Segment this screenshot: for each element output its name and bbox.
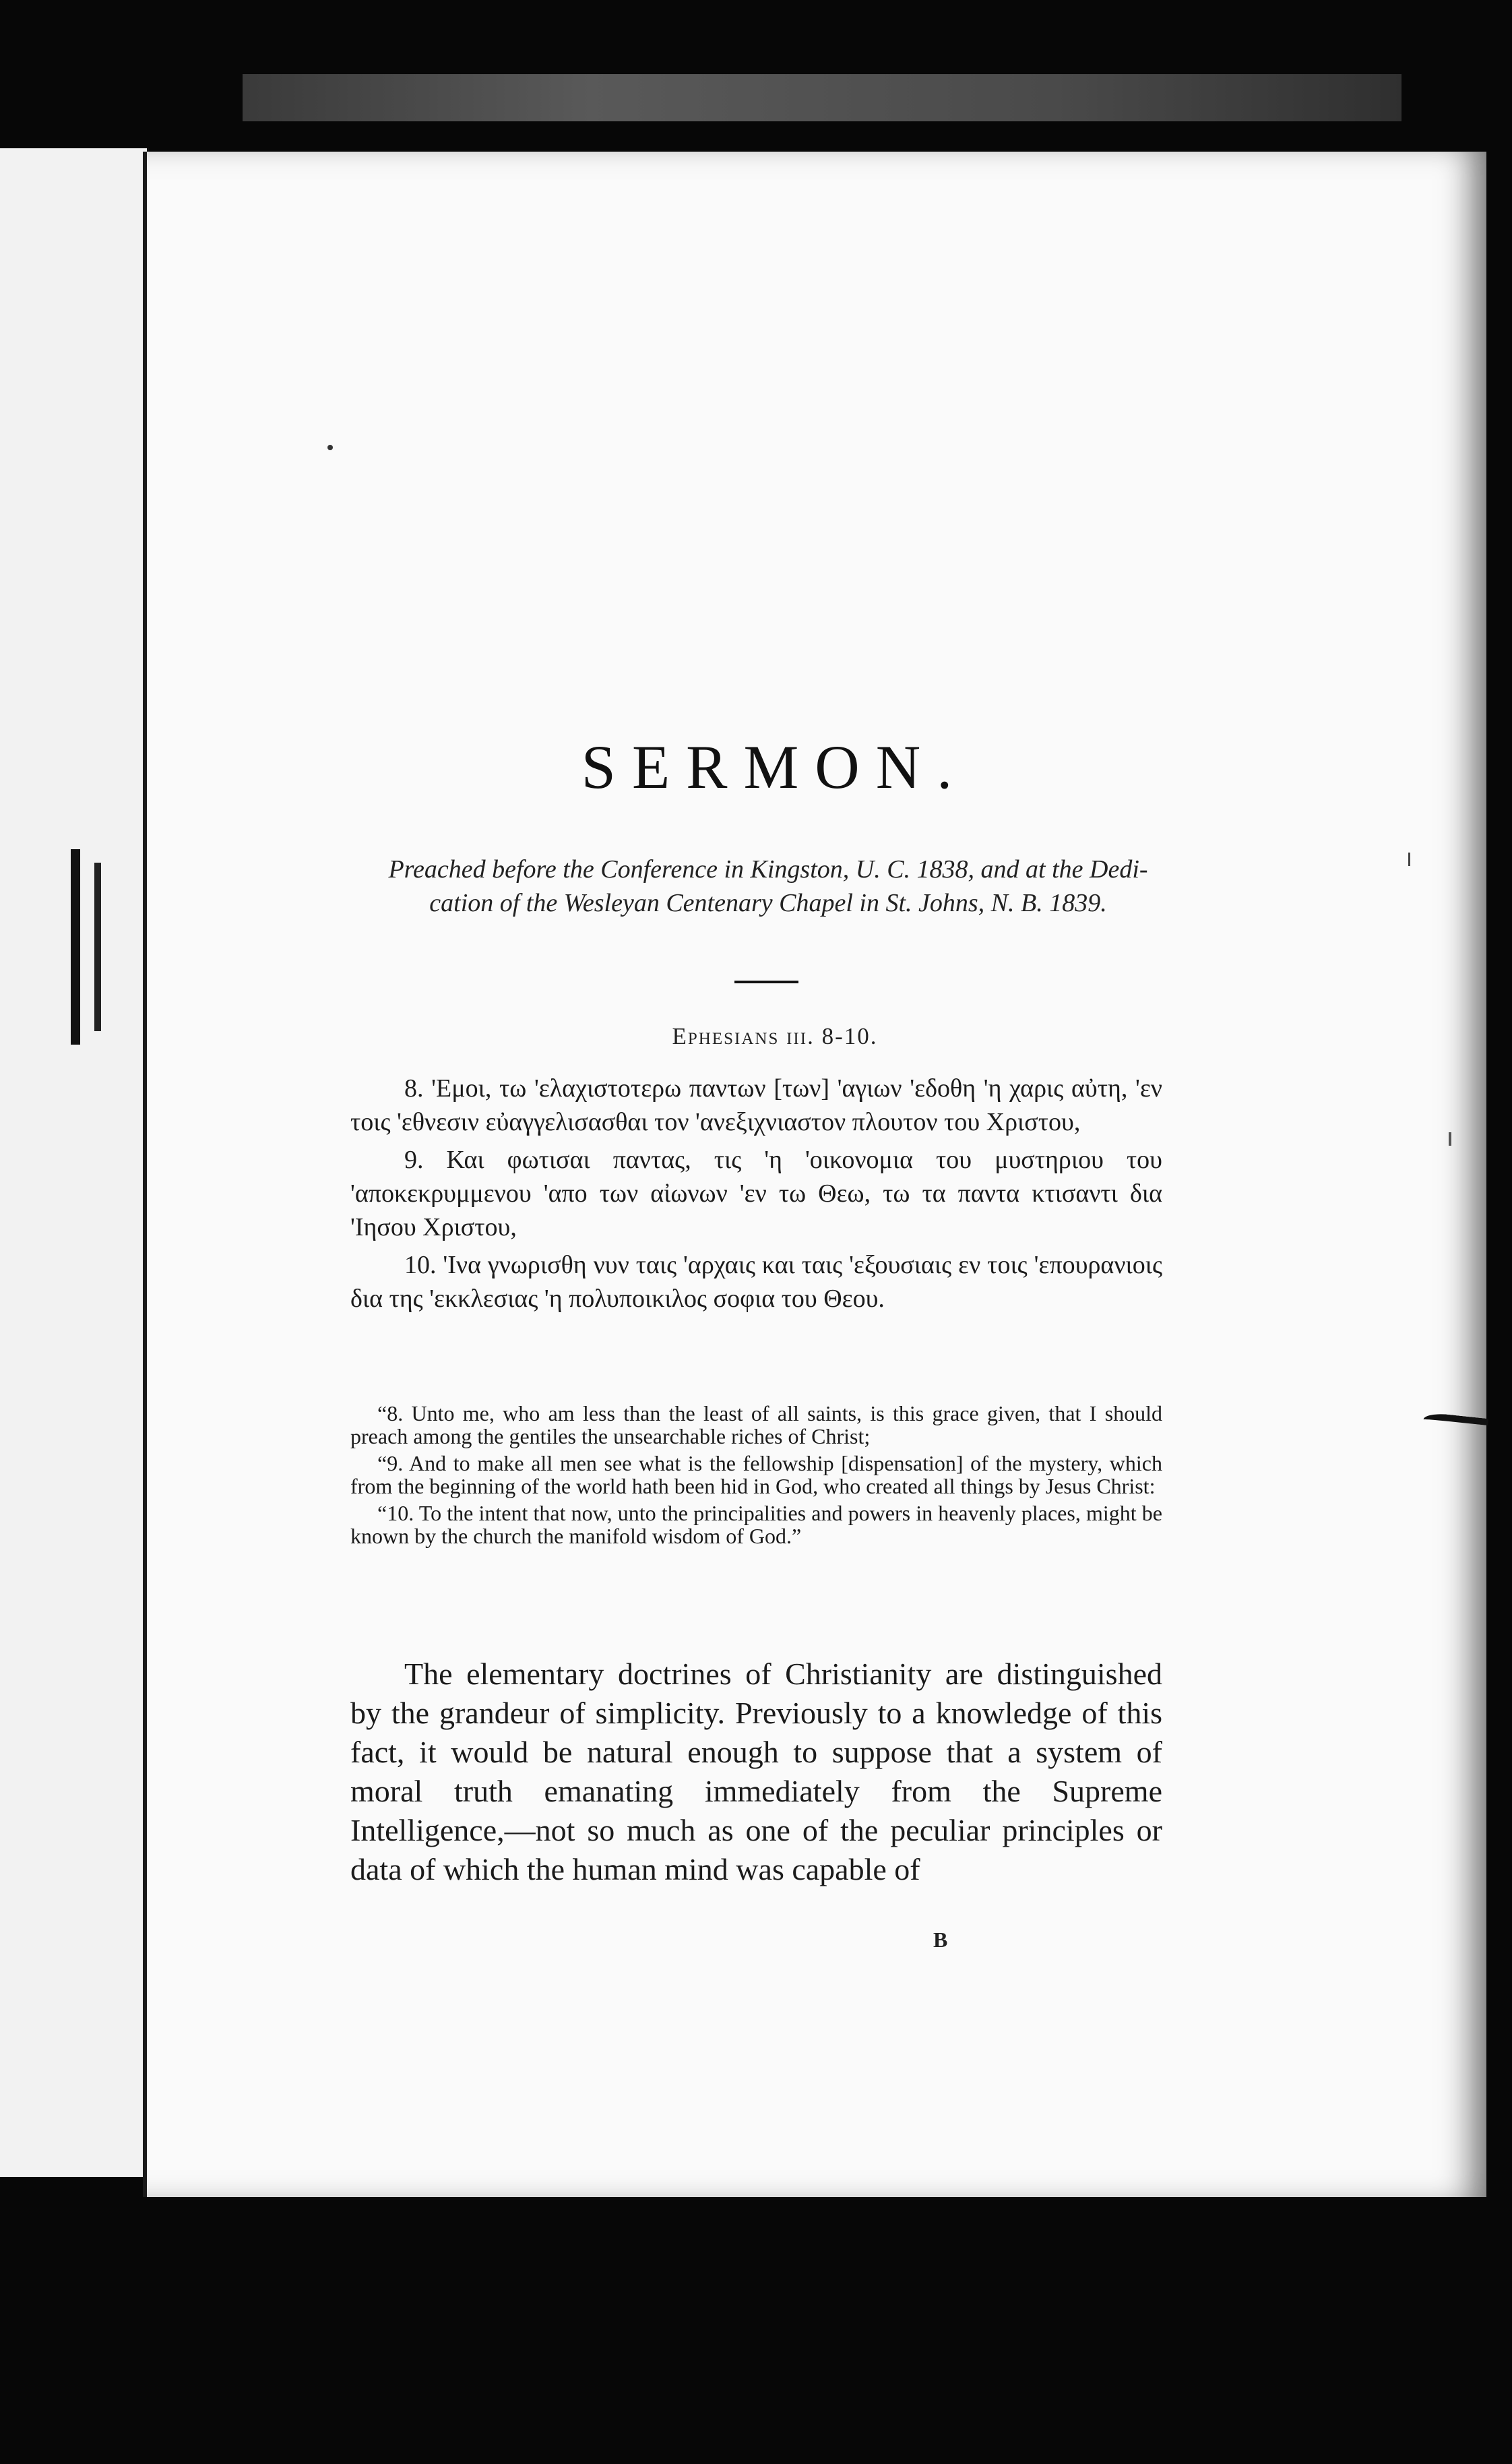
page-speck — [327, 445, 333, 450]
english-verse: “8. Unto me, who am less than the least of all saints, is this grace given, that I should preach among the gentiles the unsearchable riches of Christ; — [350, 1401, 1162, 1448]
scan-border-top — [243, 74, 1401, 121]
greek-verse: 9. Και φωτισαι παντας, τις 'η 'οικονομια του μυστηριου του 'αποκεκρυμμενου 'απο των αἰωνων 'εν τω Θεω, τω τα παντα κτισαντι δια 'Ιησου Χριστου, — [350, 1146, 1162, 1241]
signature-mark: B — [933, 1928, 948, 1952]
english-verse: “10. To the intent that now, unto the principalities and powers in heavenly places, might be known by the church the manifold wisdom of God.” — [350, 1501, 1162, 1548]
page-speck — [1408, 853, 1416, 866]
english-text-block — [350, 1402, 1162, 1551]
binding-mark — [94, 863, 101, 1031]
binding-mark — [71, 849, 80, 1045]
greek-text-block — [350, 1072, 1162, 1320]
page-title: SERMON. — [581, 733, 969, 801]
sermon-subtitle — [374, 853, 1162, 920]
page-speck — [1449, 1132, 1451, 1146]
body-paragraph: The elementary doctrines of Christianity are distinguished by the grandeur of simplicity. Previously to a knowledge of this fact, it would be natural enough to suppose that a system of moral truth emanating immediately from the Supreme Intelligence,—not so much as one of the peculiar principles or data of which the human mind was capable of — [350, 1657, 1162, 1886]
divider-rule — [734, 981, 798, 983]
subtitle-line: Preached before the Conference in Kingston, U. C. 1838, and at the Dedi- — [388, 855, 1148, 884]
english-verse: “9. And to make all men see what is the fellowship [dispensation] of the mystery, which from the beginning of the world hath been hid in God, who created all things by Jesus Christ: — [350, 1451, 1162, 1498]
subtitle-line: cation of the Wesleyan Centenary Chapel in St. Johns, N. B. 1839. — [429, 889, 1107, 917]
greek-verse: 8. 'Εμοι, τω 'ελαχιστοτερω παντων [των] 'αγιων 'εδοθη 'η χαρις αὐτη, 'εν τοις 'εθνεσιν εὐαγγελισασθαι τον 'ανεξιχνιαστον πλουτον του Χριστου, — [350, 1074, 1162, 1136]
scripture-reference: Ephesians iii. 8-10. — [672, 1023, 878, 1049]
body-text-block — [350, 1655, 1162, 1889]
greek-verse: 10. 'Ινα γνωρισθη νυν ταις 'αρχαις και ταις 'εξουσιαις εν τοις 'επουρανιοις δια της 'εκκλεσιας 'η πολυποικιλος σοφια του Θεου. — [350, 1251, 1162, 1313]
